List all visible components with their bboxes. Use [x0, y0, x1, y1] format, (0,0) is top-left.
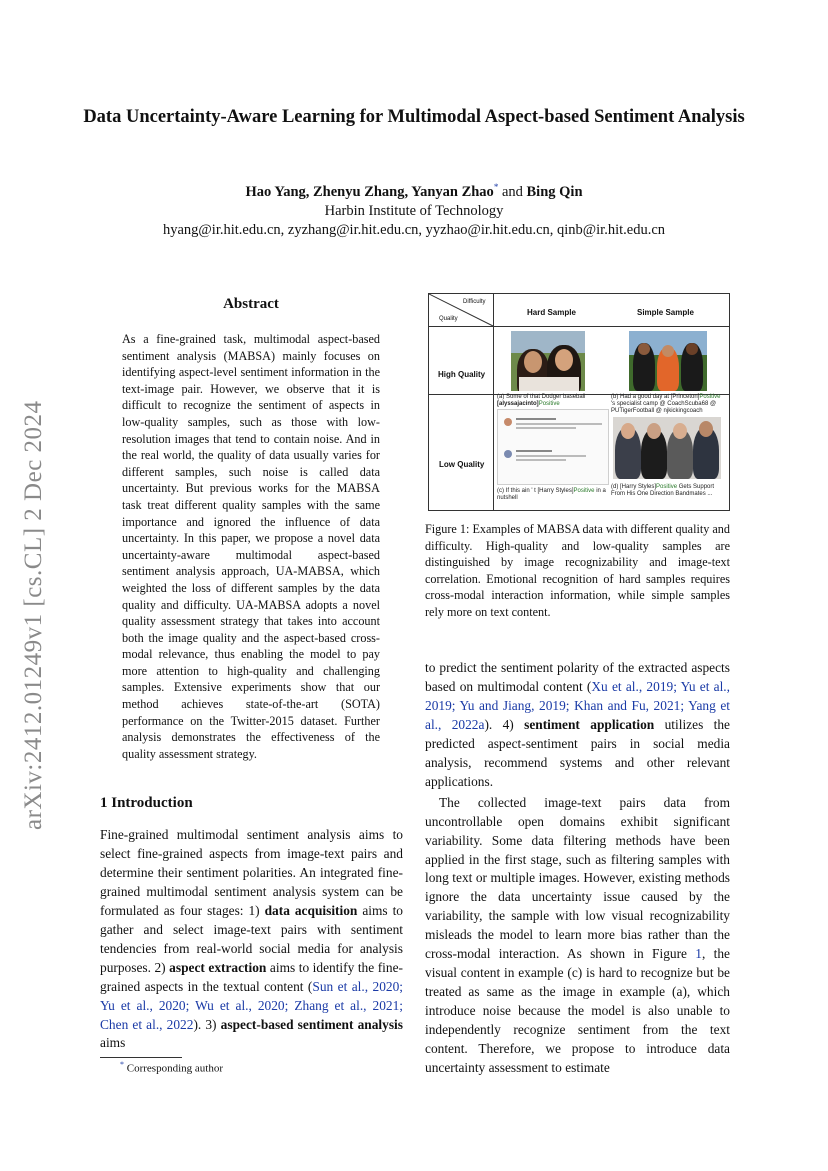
caption-c: [497, 488, 613, 502]
intro-text: , the visual content in example (c) is hard to recognize but be treated as same as the image in example (a), which introduce noise because the model is also unable to independently recognize sentiment from the text content. Therefore, we propose to introduce data uncertainty assessment to estimate: [425, 946, 730, 1076]
author-emails: hyang@ir.hit.edu.cn, zyzhang@ir.hit.edu.cn, yyzhao@ir.hit.edu.cn, qinb@ir.hit.edu.cn: [163, 222, 665, 238]
intro-text: aims to gather and select image-text pairs with sentiment tendencies from real-world social media for analysis purposes. 2): [100, 902, 403, 975]
caption-a: [497, 394, 627, 408]
authors-main: Hao Yang, Zhenyu Zhang, Yanyan Zhao: [245, 183, 494, 200]
caption-b-text-3: PUTigerFootball @ njkickingcoach: [611, 408, 703, 414]
tweet-screenshot-c: [497, 409, 609, 485]
term-data-acquisition: data acquisition: [264, 902, 358, 918]
photo-a-two-women: [511, 331, 585, 391]
figure-row-high: High Quality: [438, 370, 486, 379]
figure-col-simple: Simple Sample: [637, 308, 694, 317]
intro-text: ). 3): [193, 1016, 221, 1032]
abstract-heading: Abstract: [223, 296, 279, 312]
intro-text: ). 4): [484, 716, 525, 732]
caption-b: [611, 394, 727, 415]
figure-col-hard: Hard Sample: [527, 308, 576, 317]
figure-1: [428, 293, 730, 511]
caption-b-sentiment: Positive: [699, 394, 721, 400]
caption-d-text-2: Gets Support: [678, 484, 715, 490]
footnote: [120, 1060, 400, 1075]
caption-a-aspect: [alyssajacinto]: [497, 401, 539, 407]
intro-text: to predict the sentiment polarity of the extracted aspects based on multimodal content (: [425, 660, 730, 694]
caption-c-text-2: in a: [596, 488, 606, 494]
caption-b-text: (b) Had a good day at [Princeton]: [611, 394, 700, 400]
intro-text: Fine-grained multimodal sentiment analysis aims to select fine-grained aspects from image-text pairs and determine their sentiment polarities. An integrated fine-grained multimodal sentiment analysis system can be formulated as four stages: 1): [100, 827, 403, 918]
caption-a-text: (a) Some of that Dodger baseball: [497, 394, 586, 400]
caption-a-sentiment: Positive: [538, 401, 560, 407]
author-list: [80, 182, 748, 201]
section-heading-introduction: 1 Introduction: [100, 795, 193, 811]
figure-caption: Figure 1: Examples of MABSA data with different quality and difficulty. High-quality and low-quality samples are distinguished by image recognizability and image-text correlation. Emotional recognition of hard samples requires cross-modal interaction information, while simple samples rely more on text content.: [425, 522, 730, 619]
caption-c-text: (c) If this ain ' t [Harry Styles]: [497, 488, 574, 494]
intro-paragraph-3: [425, 794, 730, 1078]
intro-text: aims to identify the fine-grained aspects in the textual content (: [100, 959, 403, 994]
intro-text: utilizes the predicted aspect-sentiment pairs in social media analysis, recommend systems and other relevant applications.: [425, 716, 730, 789]
caption-d-text-3: From His One Direction Bandmates ...: [611, 491, 713, 497]
intro-paragraph-2: [425, 659, 730, 792]
right-column-text: [425, 659, 730, 1078]
footnote-mark: *: [120, 1060, 124, 1069]
caption-c-text-3: nutshell: [497, 495, 518, 501]
caption-d-text: (d) [Harry Styles]: [611, 484, 657, 490]
caption-b-text-2: 's specialist camp @ CoachScuba68 @: [611, 401, 717, 407]
figure-row-low: Low Quality: [439, 460, 485, 469]
intro-text: aims: [100, 1035, 126, 1051]
figure-corner-difficulty: Difficulty: [463, 299, 486, 305]
authors-and: and: [498, 183, 527, 200]
citation-link[interactable]: Sun et al., 2020; Yu et al., 2020; Wu et al., 2020; Zhang et al., 2021; Chen et al., 2022: [100, 978, 403, 1032]
figure-corner-quality: Quality: [439, 316, 458, 322]
arxiv-identifier: arXiv:2412.01249v1 [cs.CL] 2 Dec 2024: [20, 400, 47, 830]
citation-link[interactable]: Xu et al., 2019; Yu et al., 2019; Yu and Jiang, 2019; Khan and Fu, 2021; Yang et al., 2022a: [425, 678, 730, 732]
intro-paragraph-1: [100, 826, 403, 1053]
footnote-rule: [100, 1057, 182, 1058]
term-sentiment-application: sentiment application: [524, 716, 655, 732]
photo-b-football-players: [629, 331, 707, 391]
term-absa: aspect-based sentiment analysis: [220, 1016, 403, 1032]
footnote-text: Corresponding author: [126, 1062, 223, 1075]
figure-reference-link[interactable]: 1: [695, 946, 702, 962]
photo-d-four-men: [613, 417, 721, 479]
abstract-text: As a fine-grained task, multimodal aspect-based sentiment analysis (MABSA) mainly focuses on identifying aspect-level sentiment information in the text-image pair. However, we observe that it is difficult to recognize the sentiment of aspects in low-quality samples, such as those with low-resolution images that tend to contain noise. And in the real world, the quality of data usually varies for different samples, such noise is called data uncertainty. But previous works for the MABSA task treat different quality samples with the same importance and ignored the influence of data uncertainty. In this paper, we propose a novel data uncertainty-aware multimodal aspect-based sentiment analysis approach, UA-MABSA, which weighted the loss of different samples by the data quality and difficulty. UA-MABSA adopts a novel quality assessment strategy that takes into account both the image quality and the aspect-based cross-modal relevance, thus enabling the model to pay more attention to high-quality and challenging samples. Extensive experiments show that our method achieves state-of-the-art (SOTA) performance on the Twitter-2015 dataset. Further analysis demonstrates the effectiveness of the quality assessment strategy.: [122, 332, 380, 761]
intro-text: The collected image-text pairs data from uncontrollable open domains exhibit significant variability. Some data filtering methods have been applied in the first stage, such as filtering samples with long text or multiple images. However, existing methods ignore the data uncertainty issue caused by the variability, the sample with low visual recognizability misleads the model to learn more bias rather than the cross-modal interaction. As shown in Figure: [425, 794, 730, 962]
corresponding-mark: *: [493, 182, 499, 192]
caption-d: [611, 484, 727, 498]
caption-d-sentiment: Positive: [656, 484, 678, 490]
authors-last: Bing Qin: [526, 183, 583, 200]
paper-title: Data Uncertainty-Aware Learning for Multimodal Aspect-based Sentiment Analysis: [83, 107, 745, 127]
term-aspect-extraction: aspect extraction: [169, 959, 267, 975]
affiliation: Harbin Institute of Technology: [324, 203, 504, 219]
caption-c-sentiment: Positive: [573, 488, 595, 494]
